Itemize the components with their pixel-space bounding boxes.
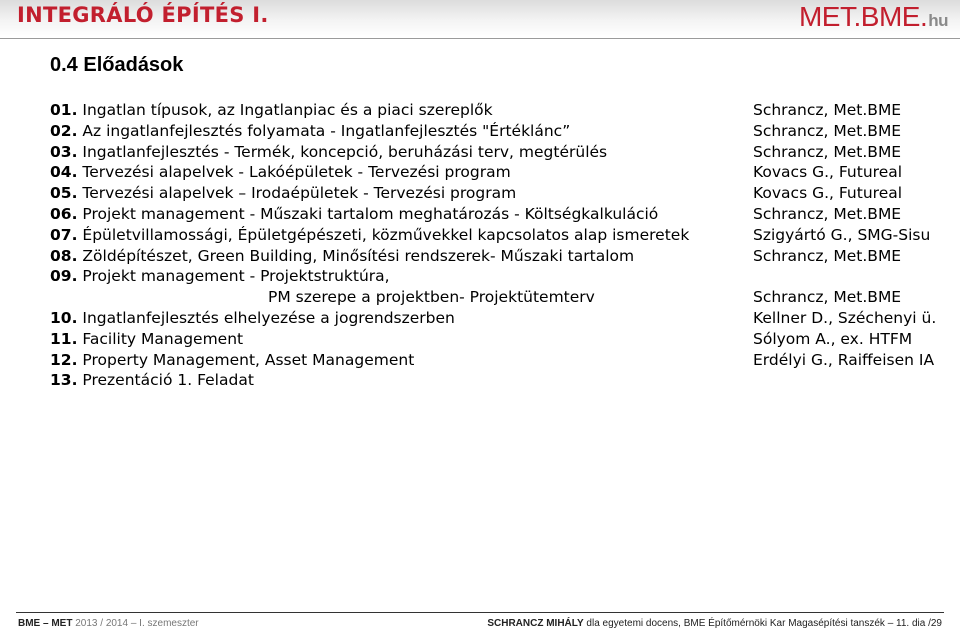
course-title: INTEGRÁLÓ ÉPÍTÉS I. <box>17 3 269 27</box>
lecture-row <box>50 183 950 204</box>
lecture-title: Ingatlanfejlesztés elhelyezése a jogrendszerben <box>82 308 455 327</box>
lecture-title: Épületvillamossági, Épületgépészeti, közművekkel kapcsolatos alap ismeretek <box>82 225 690 244</box>
lecture-title: Ingatlanfejlesztés - Termék, koncepció, beruházási terv, megtérülés <box>82 142 608 161</box>
lecture-number: 07. <box>50 225 78 244</box>
lecture-title: Tervezési alapelvek - Lakóépületek - Tervezési program <box>82 163 511 182</box>
lecture-lecturer: Schrancz, Met.BME <box>753 288 902 307</box>
footer-left <box>18 618 199 629</box>
lecture-title: Ingatlan típusok, az Ingatlanpiac és a piaci szereplők <box>82 101 493 119</box>
lecture-lecturer: Szigyártó G., SMG-Sisu <box>753 225 931 244</box>
lecture-number: 06. <box>50 204 78 223</box>
lecture-lecturer: Schrancz, Met.BME <box>753 101 902 119</box>
lecture-title-line2: PM szerepe a projektben- Projektütemterv <box>268 288 595 307</box>
footer-institution: BME – MET <box>18 618 73 629</box>
lecture-number: 10. <box>50 308 78 327</box>
lecture-title: Property Management, Asset Management <box>82 350 415 369</box>
footer-semester: 2013 / 2014 – I. szemeszter <box>72 618 199 629</box>
lecture-number: 02. <box>50 121 78 140</box>
lecture-number: 08. <box>50 246 78 265</box>
lecture-lecturer: Schrancz, Met.BME <box>753 246 902 265</box>
lecture-number: 03. <box>50 142 78 161</box>
lecture-number: 11. <box>50 329 78 348</box>
lecture-title: Facility Management <box>82 329 244 348</box>
lecture-row <box>50 246 950 267</box>
lecture-title: Prezentáció 1. Feladat <box>82 371 254 390</box>
lecture-row <box>50 100 950 121</box>
lecture-row <box>50 204 950 225</box>
lecture-lecturer: Kovacs G., Futureal <box>753 184 903 203</box>
footer-right <box>487 618 942 629</box>
brand-logo <box>799 1 948 33</box>
lecture-lecturer: Schrancz, Met.BME <box>753 121 902 140</box>
lecture-lecturer: Sólyom A., ex. HTFM <box>753 329 913 348</box>
header-bar <box>0 0 960 39</box>
lecture-number: 01. <box>50 101 78 119</box>
lecture-row <box>50 121 950 142</box>
footer-divider <box>16 612 944 613</box>
lecture-lecturer: Schrancz, Met.BME <box>753 204 902 223</box>
lecture-number: 05. <box>50 184 78 203</box>
lecture-row <box>50 329 950 350</box>
brand-suffix: hu <box>928 11 948 30</box>
footer-author: SCHRANCZ MIHÁLY <box>487 618 584 629</box>
footer-details: dla egyetemi docens, BME Építőmérnöki Kar Magasépítési tanszék – 11. dia /29 <box>583 618 942 629</box>
lecture-row <box>50 350 950 371</box>
lecture-number: 04. <box>50 163 78 182</box>
lecture-row <box>50 266 950 308</box>
lecture-title: Projekt management - Műszaki tartalom meghatározás - Költségkalkuláció <box>82 204 659 223</box>
lecture-title: Zöldépítészet, Green Building, Minősítési rendszerek- Műszaki tartalom <box>82 246 635 265</box>
lecture-lecturer: Schrancz, Met.BME <box>753 142 902 161</box>
lecture-row <box>50 308 950 329</box>
section-title: 0.4 Előadások <box>50 54 184 76</box>
lecture-row <box>50 162 950 183</box>
lecture-title: Projekt management - Projektstruktúra, <box>82 267 390 286</box>
lecture-row <box>50 370 950 391</box>
brand-main: MET.BME. <box>798 1 928 32</box>
lecture-lecturer: Kellner D., Széchenyi ü. <box>753 308 937 327</box>
lecture-number: 09. <box>50 267 78 286</box>
lecture-row <box>50 225 950 246</box>
lecture-lecturer: Kovacs G., Futureal <box>753 163 903 182</box>
lecture-title: Tervezési alapelvek – Irodaépületek - Tervezési program <box>82 184 517 203</box>
lecture-number: 13. <box>50 371 78 390</box>
lecture-lecturer: Erdélyi G., Raiffeisen IA <box>753 350 935 369</box>
lecture-row <box>50 142 950 163</box>
lecture-title: Az ingatlanfejlesztés folyamata - Ingatlanfejlesztés "Értéklánc” <box>82 121 571 140</box>
lecture-list <box>50 100 950 391</box>
lecture-number: 12. <box>50 350 78 369</box>
